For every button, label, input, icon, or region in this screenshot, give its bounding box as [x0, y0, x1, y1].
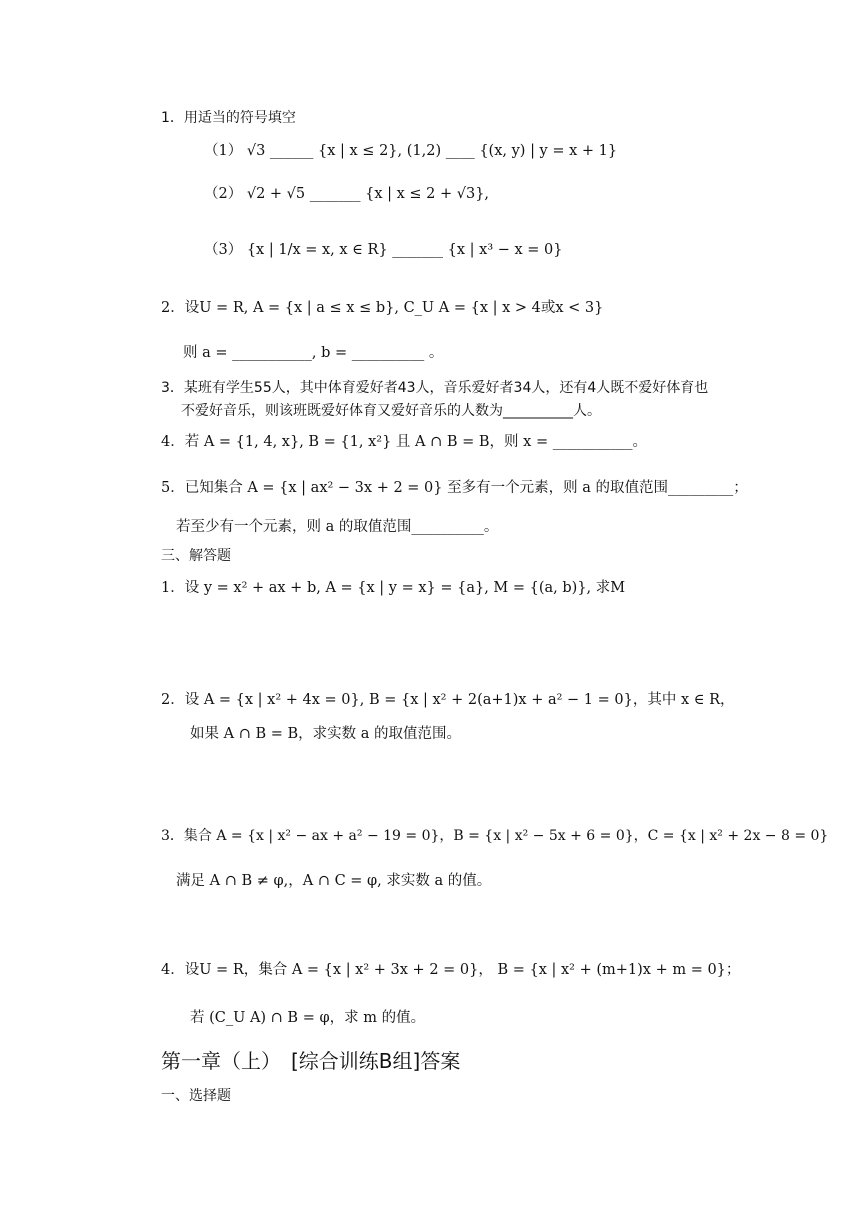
question-5-line2: 若至少有一个元素，则 a 的取值范围__________。: [176, 519, 499, 535]
section-1-heading: 一、选择题: [161, 1088, 231, 1104]
question-5-line1: 5．已知集合 A = {x | ax² − 3x + 2 = 0} 至多有一个元素，则 a 的取值范围_________；: [161, 480, 748, 496]
question-3-line2: 不爱好音乐，则该班既爱好体育又爱好音乐的人数为__________人。: [181, 403, 601, 419]
q1-part3: （3） {x | 1/x = x, x ∈ R} _______ {x | x³ − x = 0}: [204, 242, 563, 258]
solve-3-line1: 3．集合 A = {x | x² − ax + a² − 19 = 0}，B = {x | x² − 5x + 6 = 0}，C = {x | x² + 2x − 8 = 0}: [161, 828, 829, 844]
solve-4-line2: 若 (C_U A) ∩ B = φ，求 m 的值。: [190, 1010, 426, 1026]
q1-part2: （2） √2 + √5 _______ {x | x ≤ 2 + √3},: [204, 186, 490, 202]
question-2: 2．设U = R, A = {x | a ≤ x ≤ b}, C_U A = {x | x > 4或x < 3}: [161, 300, 604, 316]
question-2-answers: 则 a = ___________, b = __________ 。: [183, 345, 444, 361]
question-3-line1: 3．某班有学生55人，其中体育爱好者43人，音乐爱好者34人，还有4人既不爱好体育也: [161, 380, 709, 396]
question-4: 4．若 A = {1, 4, x}, B = {1, x²} 且 A ∩ B = B，则 x = ___________。: [161, 434, 647, 450]
solve-1: 1．设 y = x² + ax + b, A = {x | y = x} = {a}, M = {(a, b)}, 求M: [161, 580, 626, 596]
chapter-answers-heading: 第一章（上） [综合训练B组]答案: [161, 1049, 461, 1073]
solve-4-line1: 4．设U = R，集合 A = {x | x² + 3x + 2 = 0}， B = {x | x² + (m+1)x + m = 0}；: [161, 962, 741, 978]
q1-title: 1．用适当的符号填空: [161, 110, 296, 126]
solve-3-line2: 满足 A ∩ B ≠ φ,，A ∩ C = φ, 求实数 a 的值。: [176, 873, 492, 889]
solve-2-line2: 如果 A ∩ B = B，求实数 a 的取值范围。: [190, 726, 461, 742]
section-3-heading: 三、解答题: [161, 548, 231, 564]
q1-part1: （1） √3 ______ {x | x ≤ 2}, (1,2) ____ {(x, y) | y = x + 1}: [204, 143, 618, 159]
solve-2-line1: 2．设 A = {x | x² + 4x = 0}, B = {x | x² + 2(a+1)x + a² − 1 = 0}，其中 x ∈ R，: [161, 692, 735, 708]
